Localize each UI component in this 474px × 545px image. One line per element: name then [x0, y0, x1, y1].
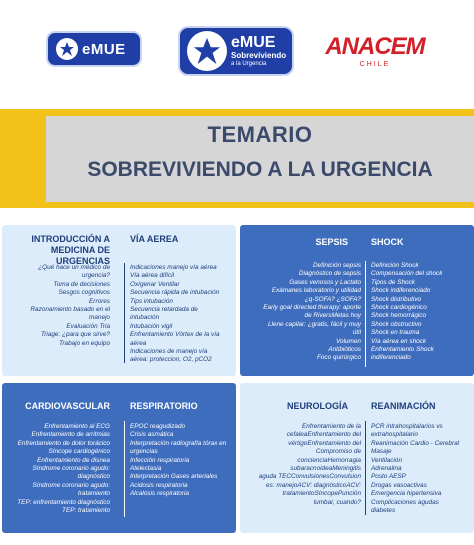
list-item: Razonamiento basado en el [30, 306, 110, 314]
list-shock [371, 262, 442, 363]
list-item: aguda TECConvulsionesConvulsion [258, 473, 361, 481]
emue-small-label: eMUE [82, 40, 126, 58]
list-item: Vía aérea difícil [130, 272, 175, 280]
panel-neuro-reanimacion [240, 383, 474, 533]
list-item: Síncope cardiogénico [48, 448, 110, 456]
list-item: diagnóstico [77, 473, 110, 481]
list-item: Triage: ¿para que sirve? [40, 331, 110, 339]
list-item: Antibióticos [328, 346, 361, 354]
list-item: cefaleaEnfrentamiento del [286, 431, 361, 439]
list-item: es: manejoACV: diagnósticoACV: [266, 481, 361, 489]
list-item: Llene capilar: ¿gratis, fácil y muy [267, 320, 361, 328]
list-item: Complicaciones agudas [371, 498, 439, 506]
list-item: Evaluación Tria [66, 322, 110, 330]
list-item: urgencias [130, 448, 158, 456]
heading-shock: SHOCK [371, 237, 404, 247]
emue-emblem-icon [56, 38, 78, 60]
list-item: ¿Qué hace un médico de [38, 264, 110, 271]
list-item: ¿q-SOFA? ¿SOFA? [304, 295, 361, 303]
heading-sepsis: SEPSIS [315, 237, 348, 247]
heading-respiratorio: RESPIRATORIO [130, 401, 198, 411]
list-item: aérea [130, 339, 147, 347]
emue-main-sub2: a la Urgencia [231, 61, 267, 67]
list-item: Definición sepsis [313, 262, 361, 269]
list-item: Enfrentamiento Vórtex de la vía [130, 331, 220, 339]
list-item: EPOC reagudizado [130, 423, 186, 430]
list-item: Secuencia retardada de [130, 306, 198, 314]
list-item: vértigoEnfrentamiento del [288, 439, 361, 447]
page-title: TEMARIO [207, 122, 313, 147]
list-item: Crisis asmática [130, 431, 174, 439]
list-item: Gases venosos y Lactato [289, 278, 361, 286]
list-item: Reanimación Cardio - Cerebral [371, 439, 460, 447]
list-reanimacion [371, 423, 459, 515]
list-item: TEP: enfrentamiento diagnóstico [17, 498, 110, 506]
list-item: Atelectasia [130, 465, 162, 473]
list-item: TEP: tratamiento [62, 507, 110, 515]
emue-main-title: eMUE [231, 34, 276, 51]
list-item: urgencia? [81, 272, 110, 280]
column-divider [365, 261, 366, 367]
list-item: extrahospitalario [371, 431, 418, 439]
list-item: Ventilación [371, 456, 403, 464]
list-respiratorio [130, 423, 226, 499]
list-item: Síndrome coronario agudo: [32, 465, 110, 473]
list-item: Adrenalina [371, 465, 402, 473]
list-item: Drogas vasoactivas [371, 481, 427, 489]
list-item: Shock distributivo [371, 295, 422, 303]
list-item: Enfrentamiento Shock [371, 346, 434, 354]
list-item: útil [352, 329, 361, 337]
panel-cardio-respiratorio [2, 383, 236, 533]
column-divider [124, 263, 125, 363]
list-item: Enfrentamiento de disnea [37, 456, 110, 464]
list-item: lumbar, cuando? [313, 498, 361, 506]
list-item: Enfrentamiento de dolor torácico [17, 439, 110, 447]
list-item: Masaje [371, 448, 392, 456]
heading-intro: INTRODUCCIÓN A MEDICINA DE URGENCIAS [31, 234, 110, 266]
list-item: Foco quirúrgico [316, 354, 361, 362]
list-item: Compensación del shock [371, 270, 443, 278]
list-item: Interpretación radiografía tórax en [130, 439, 227, 447]
list-item: Trabajo en equipo [58, 339, 110, 347]
list-item: Enfrentamiento de la [302, 423, 361, 430]
list-item: tratamientoSíncopePunción [282, 490, 361, 498]
emue-logo-small [46, 31, 142, 67]
list-via-aerea [130, 264, 220, 365]
list-item: Intubación vigil [130, 322, 173, 330]
list-intro [30, 264, 110, 348]
anacem-country: CHILE [359, 61, 391, 68]
emue-logo-main [178, 26, 294, 76]
list-item: Síndrome coronario agudo: [32, 481, 110, 489]
list-item: Toma de decisiones [53, 280, 110, 288]
list-item: Indicaciones de manejo vía [130, 348, 208, 356]
list-item: Tipos de Shock [371, 278, 415, 286]
list-item: Exámanes laboratorio y utilidad [271, 287, 361, 295]
heading-reanimacion: REANIMACIÓN [371, 401, 436, 411]
list-item: PCR intrahospitalarios vs [371, 423, 443, 430]
heading-cardiovascular: CARDIOVASCULAR [25, 401, 110, 411]
list-item: Shock cardiogénico [371, 304, 427, 312]
list-item: Interpretación Gases arteriales [130, 473, 218, 481]
list-item: Shock en trauma [371, 329, 420, 337]
column-divider [124, 421, 125, 517]
list-neurologia [259, 423, 361, 507]
heading-neurologia: NEUROLOGÍA [286, 401, 348, 411]
emue-emblem-icon-large [187, 31, 227, 71]
list-item: Errores [89, 297, 110, 305]
list-item: Oxígenar Ventilar [130, 280, 180, 288]
list-item: manejo [89, 314, 110, 322]
list-item: concienciaHemorragia [297, 456, 361, 464]
list-item: Secuencia rápida de intubación [130, 289, 220, 297]
list-item: Alcalosis respiratoria [130, 490, 189, 498]
list-item: subaracnoideaMeningitis [290, 465, 361, 473]
panel-intro-via-aerea [2, 225, 236, 376]
list-item: Emergencia hipertensiva [371, 490, 442, 498]
list-item: Enfrentamiento de arritmias [31, 431, 110, 439]
list-item: intubación [130, 314, 160, 322]
list-item: Indicaciones manejo vía aérea [130, 264, 217, 271]
list-item: Definición Shock [371, 262, 419, 269]
list-item: de RiversMetas hoy [304, 312, 361, 320]
list-item: Compromiso de [315, 448, 361, 456]
list-item: Acidosis respiratoria [130, 481, 188, 489]
list-item: diabetes [371, 507, 396, 515]
list-item: Vía aérea en shock [371, 337, 427, 345]
list-item: Tips intubación [130, 297, 173, 305]
emue-main-sub: Sobreviviendo [231, 51, 287, 60]
list-item: indiferenciado [371, 354, 411, 362]
panel-sepsis-shock [240, 225, 474, 376]
list-cardiovascular [17, 423, 110, 515]
list-item: aérea: proteccion, O2, pCO2 [130, 356, 212, 364]
list-item: Shock hemorrágico [371, 312, 427, 320]
column-divider [365, 421, 366, 515]
page-subtitle: SOBREVIVIENDO A LA URGENCIA [87, 158, 433, 181]
list-item: Shock obstructivo [371, 320, 422, 328]
list-item: Sesgos cognitivos [58, 289, 110, 297]
heading-via-aerea: VÍA AEREA [130, 234, 179, 244]
list-sepsis [263, 262, 361, 363]
list-item: Early goal directed therapy: aporte [263, 304, 361, 312]
list-item: Infección respiratoria [130, 456, 190, 464]
list-item: Volumen [336, 337, 361, 345]
list-item: Shock indiferenciado [371, 287, 431, 295]
list-item: Enfrentamiento al ECG [44, 423, 110, 430]
list-item: tratamiento [78, 490, 110, 498]
list-item: Posto AESP [371, 473, 406, 481]
list-item: Diagnóstico de sepsis [298, 270, 361, 278]
anacem-title: ANACEM [325, 33, 425, 60]
anacem-logo [320, 35, 430, 68]
